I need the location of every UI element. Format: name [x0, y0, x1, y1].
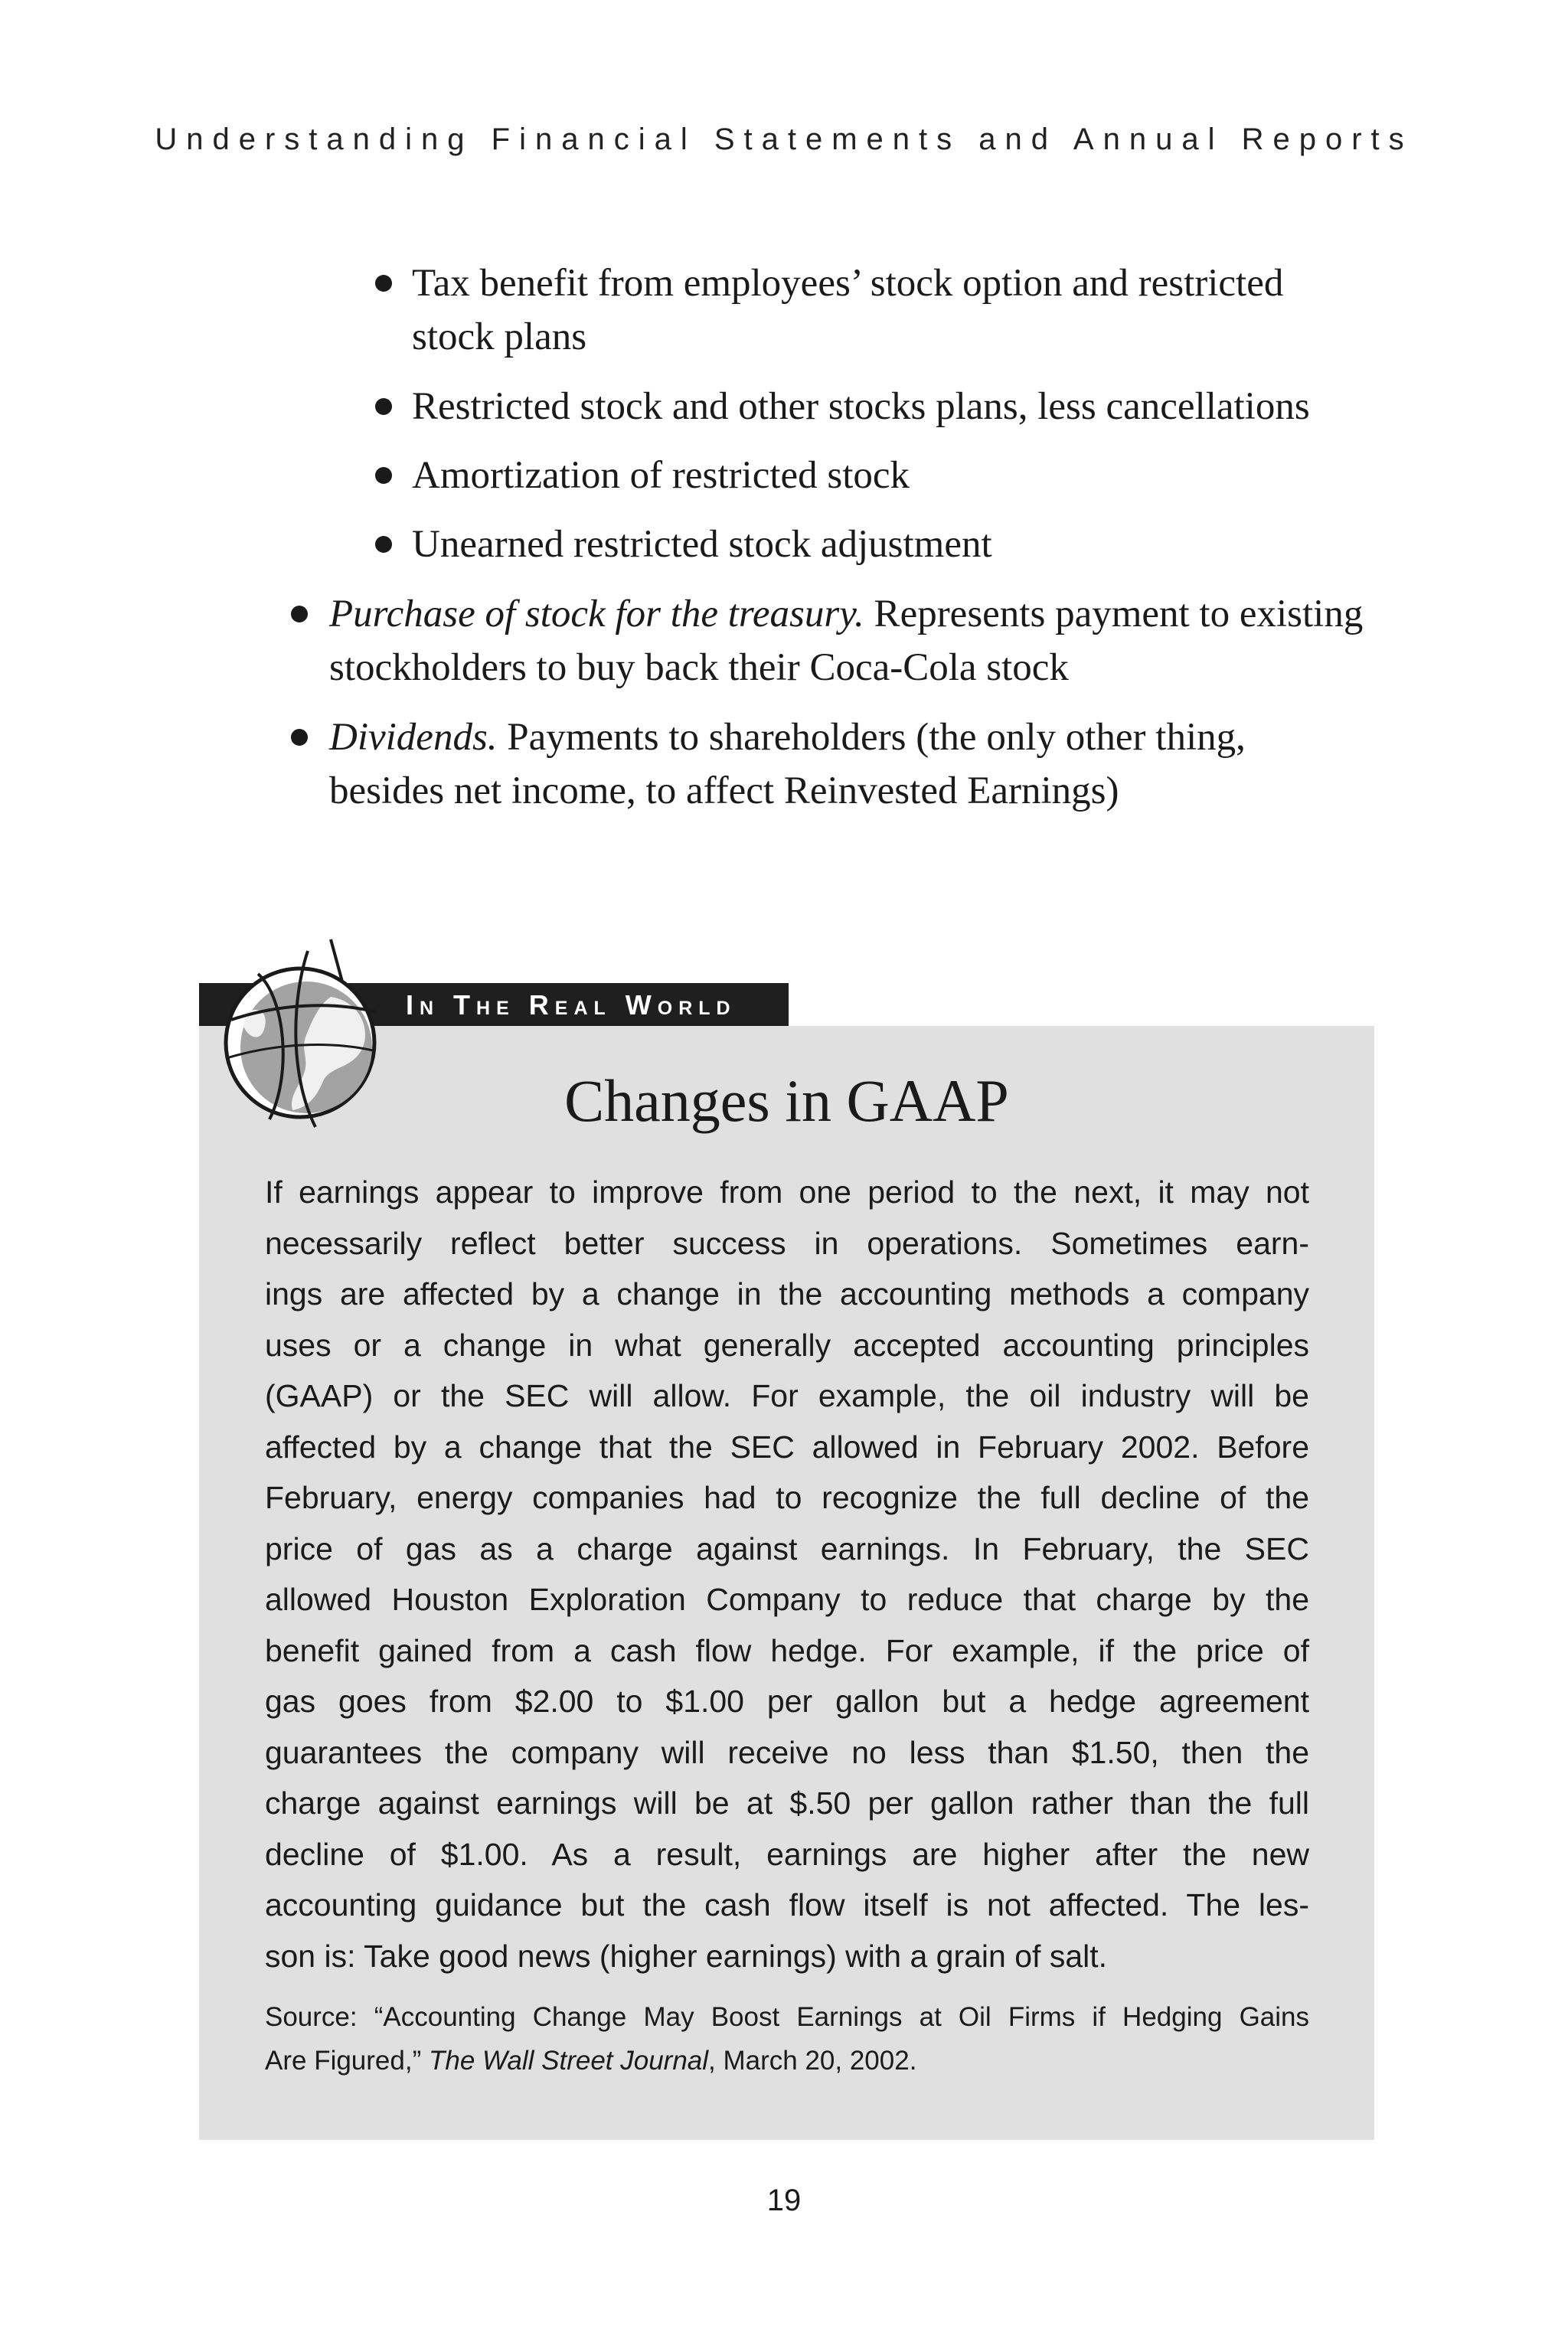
list-item-text: Represents payment to existing	[864, 593, 1364, 635]
bullet-icon	[375, 275, 392, 292]
body-line: ings are affected by a change in the accounting methods a company	[265, 1276, 1309, 1312]
body-line: guarantees the company will receive no less than $1.50, then the	[265, 1734, 1309, 1770]
body-line: price of gas as a charge against earnings. In February, the SEC	[265, 1530, 1309, 1566]
list-item-text: Payments to shareholders (the only other thing,	[497, 716, 1246, 759]
body-line: necessarily reflect better success in operations. Sometimes earn-	[265, 1225, 1309, 1261]
body-line: son is: Take good news (higher earnings) with a grain of salt.	[265, 1938, 1108, 1974]
source-date: , March 20, 2002.	[708, 2046, 917, 2076]
sidebar-title: Changes in GAAP	[564, 1067, 1009, 1134]
body-line: February, energy companies had to recognize the full decline of the	[265, 1480, 1309, 1515]
source-prefix: Are Figured,”	[265, 2046, 429, 2076]
body-line: If earnings appear to improve from one period to the next, it may not	[265, 1174, 1309, 1210]
bullet-icon	[375, 536, 392, 553]
running-head: Understanding Financial Statements and Annual Reports	[155, 122, 1413, 156]
body-line: benefit gained from a cash flow hedge. For example, if the price of	[265, 1632, 1309, 1668]
bullet-icon	[291, 729, 308, 746]
page-number: 19	[766, 2184, 802, 2217]
source-line: Source: “Accounting Change May Boost Earnings at Oil Firms if Hedging Gains	[265, 2002, 1309, 2032]
list-item-text: Amortization of restricted stock	[412, 454, 910, 497]
list-item-term: Dividends.	[329, 716, 498, 759]
list-item-text: besides net income, to affect Reinvested Earnings)	[329, 769, 1119, 812]
list-item-text: Tax benefit from employees’ stock option and restricted	[412, 262, 1284, 305]
body-line: (GAAP) or the SEC will allow. For example, the oil industry will be	[265, 1378, 1309, 1413]
list-item-text: stock plans	[412, 315, 587, 358]
sidebar-banner-label: In The Real World	[406, 989, 737, 1021]
source-publication: The Wall Street Journal	[428, 2046, 709, 2076]
list-item-text: Unearned restricted stock adjustment	[412, 523, 992, 566]
body-line: decline of $1.00. As a result, earnings are higher after the new	[265, 1836, 1309, 1872]
bullet-icon	[375, 467, 392, 484]
body-line: accounting guidance but the cash flow itself is not affected. The les-	[265, 1887, 1309, 1922]
body-line: uses or a change in what generally accepted accounting principles	[265, 1327, 1309, 1363]
body-line: gas goes from $2.00 to $1.00 per gallon but a hedge agreement	[265, 1684, 1309, 1719]
sidebar-source	[265, 1995, 1309, 2082]
body-line: charge against earnings will be at $.50 per gallon rather than the full	[265, 1785, 1309, 1821]
bullet-icon	[375, 398, 392, 415]
list-item-term: Purchase of stock for the treasury.	[329, 593, 864, 635]
body-line: affected by a change that the SEC allowed in February 2002. Before	[265, 1429, 1309, 1465]
list-item-text: Restricted stock and other stocks plans, less cancellations	[412, 385, 1310, 428]
sidebar-body	[265, 1167, 1309, 1981]
list-item-text: stockholders to buy back their Coca-Cola stock	[329, 646, 1069, 689]
body-line: allowed Houston Exploration Company to reduce that charge by the	[265, 1582, 1309, 1617]
bullet-icon	[291, 606, 308, 622]
